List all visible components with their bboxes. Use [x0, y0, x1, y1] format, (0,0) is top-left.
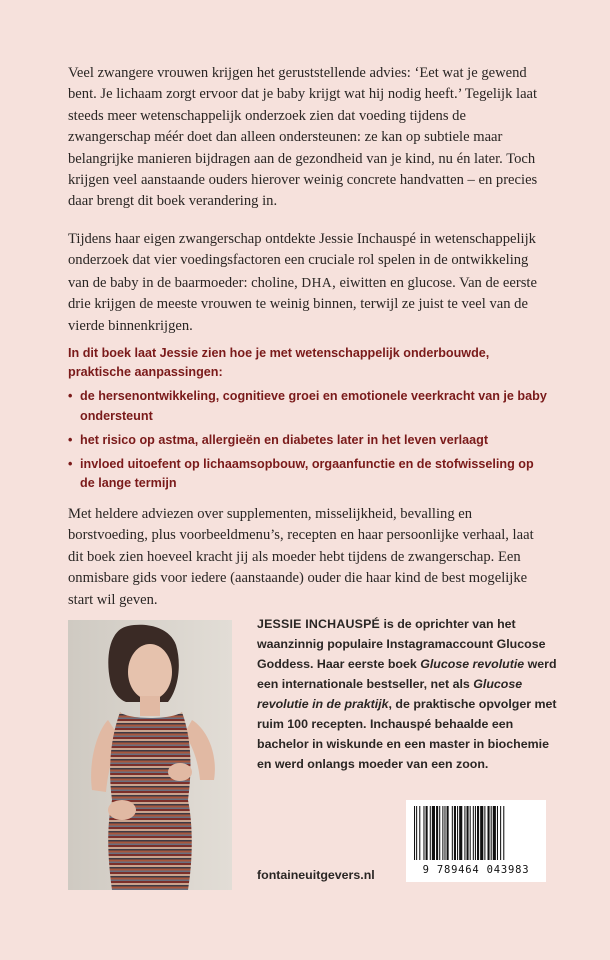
barcode-bar	[497, 806, 498, 860]
barcode-bars	[406, 800, 546, 864]
barcode-bar	[416, 806, 417, 860]
highlight-intro: In dit boek laat Jessie zien hoe je met wetenschappelijk onderbouwde, praktische aanpassingen:	[68, 346, 490, 380]
barcode-bar	[500, 806, 501, 860]
barcode-bar	[488, 806, 490, 860]
barcode-bar	[491, 806, 492, 860]
book-title-2: Glucose revolutie in de praktijk	[257, 677, 523, 711]
isbn-barcode	[406, 800, 546, 882]
discovery-text-start: Tijdens haar eigen zwangerschap ontdekte Jessie Inchauspé in wetenschappelijk onderzoek dat vier voedingsfactoren een cruciale rol spelen in de ontwikkeling van de baby in de baarmoeder: choline,	[68, 231, 536, 291]
author-photo	[68, 620, 232, 890]
dha-term: DHA	[301, 274, 333, 290]
barcode-bar	[473, 806, 474, 860]
intro-paragraph: Veel zwangere vrouwen krijgen het geruststellende advies: ‘Eet wat je gewend bent. Je lichaam zorgt ervoor dat je baby krijgt wat hij nodig heeft.’ Tegelijk laat steeds meer wetenschappelijk onderzoek zien dat voeding tijdens de zwangerschap méér doet dan alleen ondersteunen: ze kan op subtiele maar belangrijke manieren bijdragen aan de gezondheid van je kind, nu én later. Toch krijgen veel aanstaande ouders hierover weinig concrete handvatten – en precies daar brengt dit boek verandering in.	[68, 65, 538, 210]
barcode-bar	[503, 806, 504, 860]
barcode-bar	[452, 806, 453, 860]
list-item	[68, 455, 550, 493]
barcode-bar	[430, 806, 431, 860]
author-name: JESSIE INCHAUSPÉ	[257, 617, 381, 631]
barcode-bar	[419, 806, 420, 860]
barcode-bar	[477, 806, 479, 860]
list-item-text: het risico op astma, allergieën en diabetes later in het leven verlaagt	[80, 432, 489, 447]
barcode-bar	[426, 806, 428, 860]
barcode-bar	[447, 806, 449, 860]
barcode-bar	[414, 806, 415, 860]
barcode-bar	[470, 806, 471, 860]
benefit-list	[68, 387, 550, 493]
barcode-bar	[439, 806, 440, 860]
barcode-bar	[459, 806, 462, 860]
barcode-bar	[484, 806, 485, 860]
barcode-bar	[475, 806, 476, 860]
list-item-text: invloed uitoefent op lichaamsopbouw, orgaanfunctie en de stofwisseling op de lange termijn	[80, 457, 534, 491]
barcode-bar	[457, 806, 458, 860]
barcode-bar	[454, 806, 456, 860]
discovery-paragraph	[68, 229, 550, 337]
summary-paragraph: Met heldere adviezen over supplementen, misselijkheid, bevalling en borstvoeding, plus voorbeeldmenu’s, recepten en haar persoonlijke verhaal, laat dit boek zien hoeveel kracht jij als moeder hebt tijdens de zwangerschap. Een onmisbare gids voor iedere (aanstaande) ouder die haar kind de best mogelijke start wil geven.	[68, 506, 534, 608]
barcode-bar	[436, 806, 438, 860]
bio-text-3: , de praktische opvolger met ruim 100 recepten. Inchauspé behaalde een bachelor in wiskunde en een master in biochemie en werd onlangs moeder van een zoon.	[257, 697, 557, 771]
barcode-bar	[442, 806, 443, 860]
discovery-text-end: , eiwitten en glucose. Van de eerste drie krijgen de meeste vrouwen te weinig binnen, terwijl ze juist te veel van de vierde binnenkrijgen.	[68, 274, 537, 334]
isbn-number: 9 789464 043983	[422, 864, 530, 876]
bio-text-1: is de oprichter van het waanzinnig populaire Instagramaccount Glucose Goddess. Haar eerste boek	[257, 617, 546, 671]
book-title-1: Glucose revolutie	[420, 657, 525, 671]
author-bio	[257, 614, 562, 774]
barcode-bar	[480, 806, 483, 860]
barcode-bar	[464, 806, 465, 860]
highlight-block	[68, 344, 550, 498]
bio-text-2: werd een internationale bestseller, net als	[257, 657, 557, 691]
list-item	[68, 387, 550, 425]
barcode-bar	[467, 806, 469, 860]
barcode-bar	[444, 806, 445, 860]
publisher-website[interactable]: fontaineuitgevers.nl	[257, 868, 375, 882]
barcode-bar	[493, 806, 496, 860]
bullet-icon: •	[68, 432, 73, 447]
list-item	[68, 431, 550, 450]
bullet-icon: •	[68, 389, 73, 404]
barcode-bar	[423, 806, 424, 860]
bullet-icon: •	[68, 457, 73, 472]
barcode-bar	[432, 806, 435, 860]
list-item-text: de hersenontwikkeling, cognitieve groei en emotionele veerkracht van je baby ondersteunt	[80, 389, 547, 423]
